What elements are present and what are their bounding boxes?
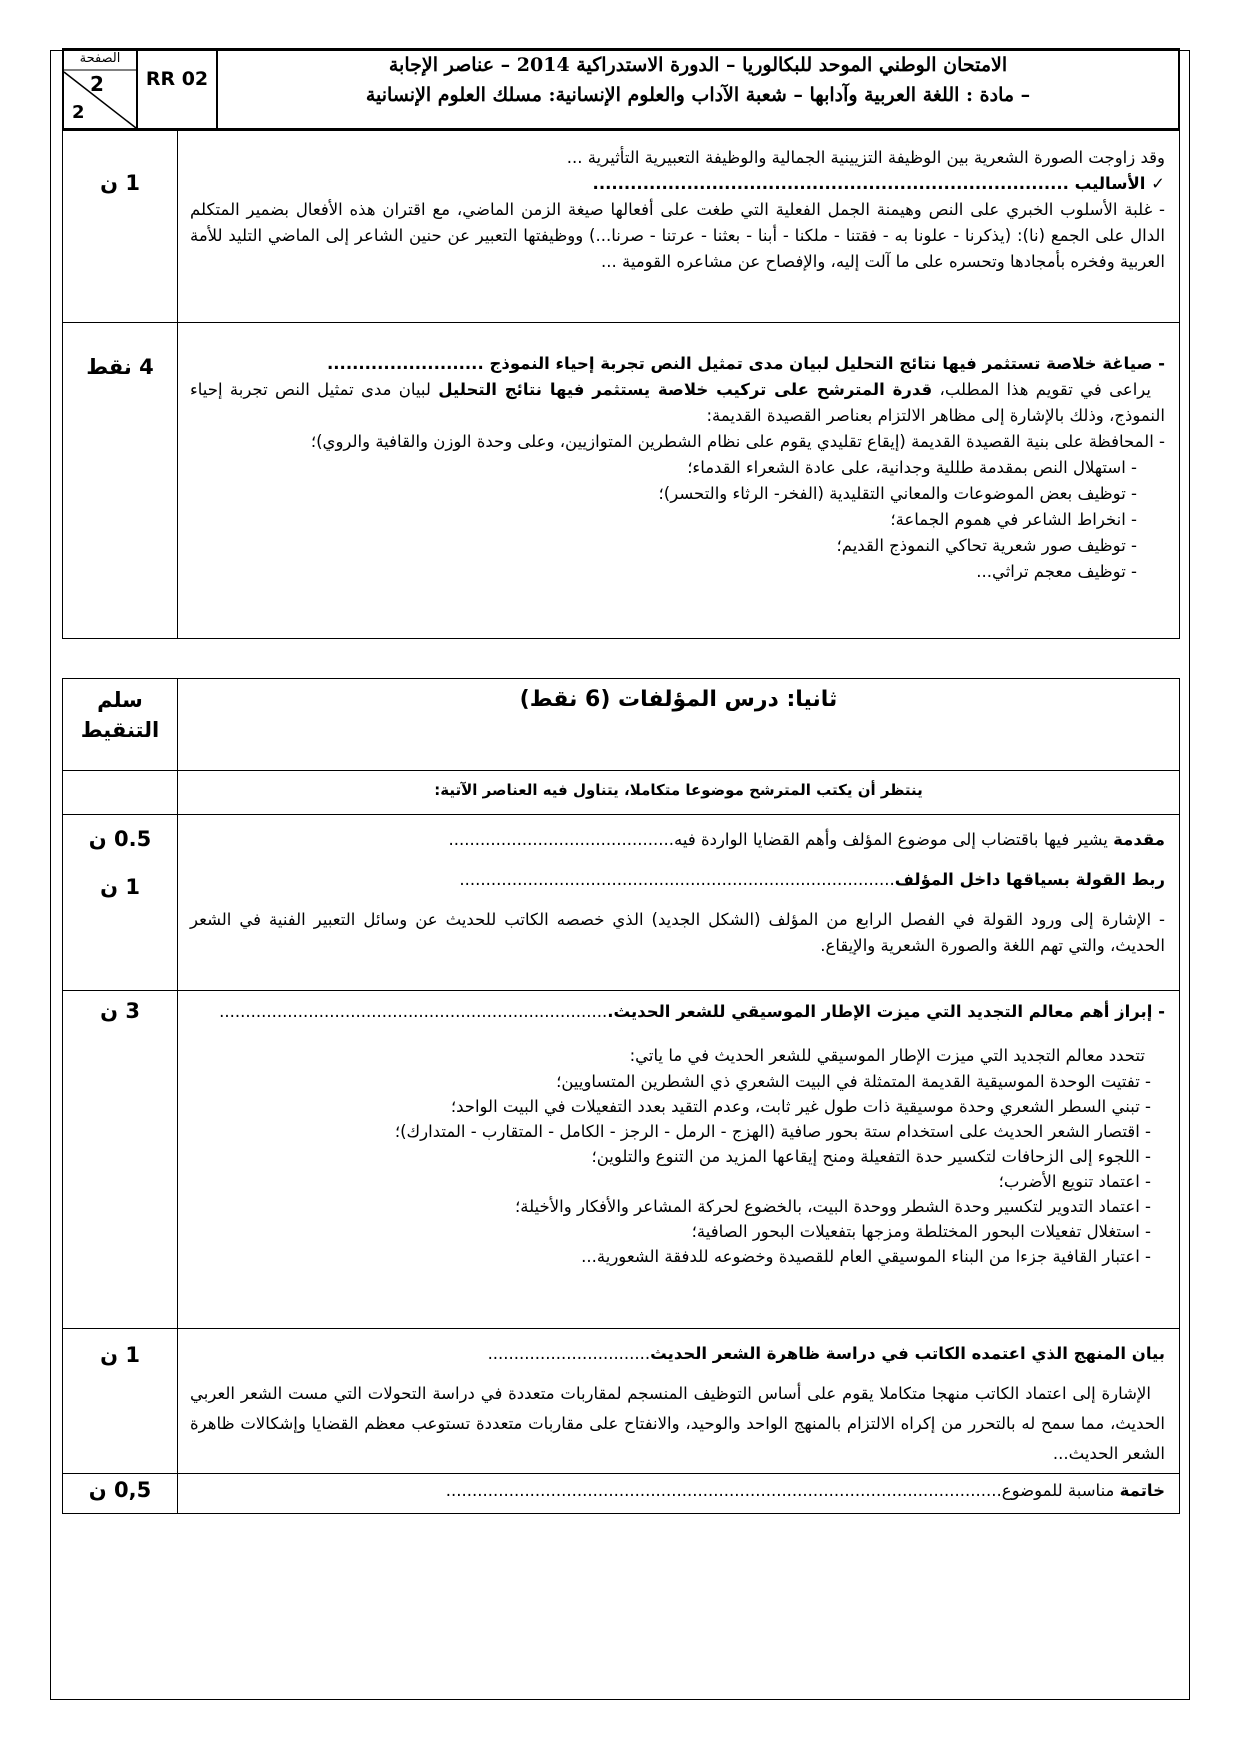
section-title: ثانيا: درس المؤلفات (6 نقط) — [519, 687, 838, 712]
score-cell — [63, 131, 178, 323]
score-cell — [63, 1329, 178, 1474]
list-item: - انخراط الشاعر في هموم الجماعة؛ — [890, 510, 1137, 529]
exam-code-cell — [137, 49, 217, 129]
music-intro: تتحدد معالم التجديد التي ميزت الإطار الموسيقي للشعر الحديث في ما ياتي: — [629, 1046, 1145, 1065]
table-row — [63, 815, 1180, 991]
list-item: - اللجوء إلى الزحافات لتكسير حدة التفعيلة ومنح إيقاعها المزيد من التنوع والتلوين؛ — [591, 1147, 1151, 1166]
synthesis-heading: - صياغة خلاصة تستثمر فيها نتائج التحليل لبيان مدى تمثيل النص تجربة إحياء النموذج ......................... — [327, 354, 1165, 373]
synthesis-intro-bold: قدرة المترشح على تركيب خلاصة يستثمر فيها نتائج التحليل — [438, 380, 933, 399]
empty-score-cell — [63, 771, 178, 815]
list-item: - توظيف صور شعرية تحاكي النموذج القديم؛ — [836, 536, 1137, 555]
score-header-cell — [63, 679, 178, 771]
table-row — [63, 131, 1180, 323]
list-item: - استغلال تفعيلات البحور المختلطة ومزجها بتفعيلات البحور الصافية؛ — [691, 1222, 1151, 1241]
header-title-line1: الامتحان الوطني الموحد للبكالوريا – الدورة الاستدراكية 2014 – عناصر الإجابة — [388, 54, 1008, 76]
conclusion-text — [190, 1478, 1165, 1504]
header-title-line2: – مادة : اللغة العربية وآدابها – شعبة الآداب والعلوم الإنسانية: مسلك العلوم الإنسانية — [365, 84, 1031, 106]
page-number-box — [63, 49, 137, 129]
link-text: - الإشارة إلى ورود القولة في الفصل الرابع من المؤلف (الشكل الجديد) الذي خصصه الكاتب للحديث عن وسائل التعبير الفنية في الشعر الحديث، والتي تهم اللغة والصورة الشعرية والإيقاع. — [190, 910, 1165, 955]
link-heading-bold: ربط القولة بسياقها داخل المؤلف — [894, 870, 1165, 889]
synthesis-intro-c: لبيان مدى تمثيل النص تجربة إحياء النموذج، وذلك بالإشارة إلى مظاهر الالتزام بعناصر القصيدة القديمة: — [190, 380, 1165, 425]
introduction-bold: مقدمة — [1113, 830, 1165, 849]
table-row — [63, 771, 1180, 815]
page-label: الصفحة — [79, 51, 121, 66]
table-row — [63, 991, 1180, 1329]
synthesis-list — [190, 429, 1165, 585]
content-cell — [178, 815, 1180, 991]
score-cell — [63, 815, 178, 991]
page-total: 2 — [72, 102, 85, 123]
score-value: 3 ن — [100, 999, 140, 1023]
content-cell — [178, 1329, 1180, 1474]
score-cell — [63, 323, 178, 639]
list-item: - اعتماد التدوير لتكسير وحدة الشطر ووحدة البيت، بالخضوع لحركة المشاعر والأفكار والأخيلة؛ — [515, 1197, 1151, 1216]
table-row — [63, 679, 1180, 771]
list-item: - استهلال النص بمقدمة طللية وجدانية، على عادة الشعراء القدماء؛ — [687, 458, 1137, 477]
answers-table-1 — [62, 130, 1180, 639]
method-heading-bold: بيان المنهج الذي اعتمده الكاتب في دراسة ظاهرة الشعر الحديث — [650, 1344, 1165, 1363]
synthesis-intro-a: يراعى في تقويم هذا المطلب، — [932, 380, 1151, 399]
conclusion-bold: خاتمة — [1119, 1481, 1165, 1500]
table-row — [63, 1329, 1180, 1474]
conclusion-desc: مناسبة للموضوع.......................................................................................................... — [445, 1481, 1120, 1500]
score-value: 4 نقط — [86, 355, 154, 379]
title-cell — [178, 679, 1180, 771]
answers-table-2 — [62, 678, 1180, 1514]
score-value: 0,5 ن — [88, 1478, 152, 1502]
synthesis-intro — [190, 377, 1165, 429]
music-list — [190, 1069, 1165, 1269]
score-cell — [63, 1474, 178, 1514]
list-item: - توظيف معجم تراثي... — [976, 562, 1137, 581]
expectation-cell — [178, 771, 1180, 815]
list-item: - اعتبار القافية جزءا من البناء الموسيقي العام للقصيدة وخضوعه للدفقة الشعورية... — [581, 1247, 1151, 1266]
music-heading — [190, 999, 1165, 1025]
score-cell — [63, 991, 178, 1329]
content-cell — [178, 131, 1180, 323]
expectation-text: ينتظر أن يكتب المترشح موضوعا متكاملا، يتناول فيه العناصر الآتية: — [434, 781, 923, 799]
styles-text: - غلبة الأسلوب الخبري على النص وهيمنة الجمل الفعلية التي طغت على أفعالها صيغة الزمن الماضي، مع اقتران هذه الأفعال بضمير المتكلم الدال على الجمع (نا): (يذكرنا - علونا به - فقتنا - ملكنا - أبنا - بعثنا - عرتنا - صرنا...) ووظيفتها التعبير عن حنين الشاعر إلى الماضي التليد للأمة العربية وفخره بأمجادها وتحسره على ما آلت إليه، والإفصاح عن مشاعره القومية ... — [190, 200, 1165, 271]
document-header — [62, 48, 1180, 130]
page-current: 2 — [90, 72, 104, 96]
score-value-intro: 0.5 ن — [88, 827, 152, 851]
method-heading-dots: ............................... — [487, 1344, 651, 1363]
link-heading — [190, 867, 1165, 893]
content-cell — [178, 323, 1180, 639]
table-row — [63, 1474, 1180, 1514]
list-item: - تبني السطر الشعري وحدة موسيقية ذات طول غير ثابت، وعدم التقيد بعدد التفعيلات في البيت الواحد؛ — [450, 1097, 1151, 1116]
method-text: الإشارة إلى اعتماد الكاتب منهجا متكاملا يقوم على أساس التوظيف المنسجم لمقاربات متعددة في دراسة التحولات التي مست الشعر العربي الحديث، مما سمح له بالتحرر من إكراه الالتزام بالمنهج الواحد والوحيد، والانفتاح على مقاربات متعددة تستوعب معظم القضايا وإشكالات ظاهرة الشعر الحديث... — [190, 1384, 1165, 1463]
header-title-cell — [217, 49, 1179, 129]
music-heading-dots: .......................................................................... — [219, 1002, 608, 1021]
list-item: - المحافظة على بنية القصيدة القديمة (إيقاع تقليدي يقوم على نظام الشطرين المتوازيين، وعلى وحدة الوزن والقافية والروي)؛ — [310, 432, 1165, 451]
list-item: - تفتيت الوحدة الموسيقية القديمة المتمثلة في البيت الشعري ذي الشطرين المتساويين؛ — [556, 1072, 1151, 1091]
exam-code: RR 02 — [145, 68, 209, 90]
music-heading-bold: - إبراز أهم معالم التجديد التي ميزت الإطار الموسيقي للشعر الحديث. — [607, 1002, 1165, 1021]
content-cell — [178, 991, 1180, 1329]
imagery-conclusion: وقد زاوجت الصورة الشعرية بين الوظيفة التزيينية الجمالية والوظيفة التعبيرية التأثيرية ... — [566, 148, 1165, 167]
list-item: - اعتماد تنويع الأضرب؛ — [998, 1172, 1151, 1191]
link-heading-dots: ................................................................................... — [459, 870, 895, 889]
list-item: - اقتصار الشعر الحديث على استخدام ستة بحور صافية (الهزج - الرمل - الرجز - الكامل - المتقارب - المتدارك)؛ — [394, 1122, 1151, 1141]
score-value: 1 ن — [100, 171, 140, 195]
introduction-text — [190, 827, 1165, 853]
introduction-desc: يشير فيها باقتضاب إلى موضوع المؤلف وأهم القضايا الواردة فيه........................................... — [448, 830, 1114, 849]
table-row — [63, 323, 1180, 639]
score-header: سلم التنقيط — [80, 688, 160, 742]
score-value: 1 ن — [100, 1343, 140, 1367]
score-value-link: 1 ن — [100, 875, 140, 899]
method-heading — [190, 1341, 1165, 1367]
list-item: - توظيف بعض الموضوعات والمعاني التقليدية (الفخر- الرثاء والتحسر)؛ — [658, 484, 1137, 503]
content-cell — [178, 1474, 1180, 1514]
styles-heading: ✓ الأساليب ............................................................................ — [592, 174, 1165, 193]
